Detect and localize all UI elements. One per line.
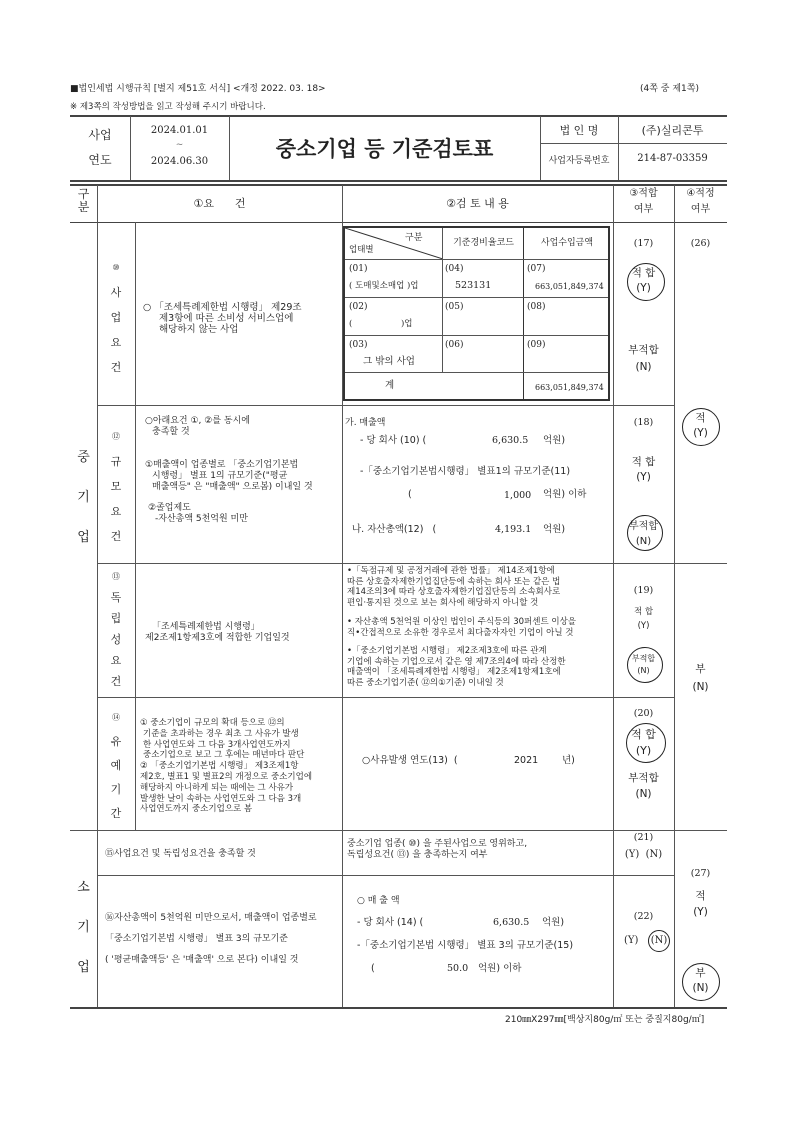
unit-label: 억원) 이하 — [478, 963, 522, 974]
label-char: 모 — [110, 480, 122, 493]
industry-table — [343, 226, 610, 401]
text-line: -자산총액 5천억원 미만 — [155, 514, 248, 524]
code-06: (06) — [445, 340, 464, 350]
proper-code-26: (26) — [690, 238, 711, 249]
label-char: 요 — [110, 505, 122, 518]
text-line: 따른 상호출자제한기업집단등에 속하는 회사 또는 같은 법 — [347, 576, 561, 587]
amount-1: 663,051,849,374 — [535, 282, 604, 291]
divider — [345, 335, 608, 336]
header-proper — [674, 186, 727, 218]
text-line: 제14조의3에 따라 상호출자제한기업집단등의 소속회사로 — [347, 587, 561, 597]
group-small-char: 기 — [77, 920, 90, 935]
group-small-char: 소 — [77, 880, 90, 895]
label-char: 독 — [110, 591, 122, 604]
industry-name-2: ( )업 — [349, 319, 413, 329]
fit-y-option[interactable]: (Y) — [624, 935, 639, 946]
col-divider — [135, 222, 136, 830]
text-line: 「조세특례제한법 시행령」 — [152, 622, 260, 632]
group-sme-char: 중 — [77, 450, 90, 465]
text-line: 「중소기업기본법 시행령」 별표 3의 규모기준 — [105, 934, 288, 944]
text-line: ①매출액이 업종별로 「중소기업기본법 — [145, 460, 299, 470]
fit-no-code: (N) — [635, 361, 652, 373]
row-independence-num: ⑬ — [112, 572, 120, 581]
label-char: 기 — [110, 783, 122, 796]
text-line: ① 중소기업이 규모의 확대 등으로 ⑫의 — [140, 718, 285, 728]
text-line: 직•간접적으로 소유한 경우로서 최다출자자인 기업이 아닐 것 — [347, 627, 574, 638]
assets-value: 4,193.1 — [495, 524, 532, 535]
code-09: (09) — [527, 340, 546, 350]
period-label-2: 연도 — [88, 153, 112, 167]
label-char: 건 — [110, 530, 122, 543]
row-divider — [97, 405, 674, 406]
divider — [345, 259, 608, 260]
col-amount-header: 사업수입금액 — [540, 238, 594, 248]
label-char: 성 — [110, 633, 122, 646]
fit-yes-label: 적 합 — [631, 456, 656, 468]
fit-yes-option[interactable] — [613, 605, 674, 633]
row-scale-num: ⑫ — [112, 432, 120, 441]
text-line: ( '평균매출액등' 은 '매출액' 으로 본다) 이내일 것 — [105, 955, 299, 965]
page-info: (4쪽 중 제1쪽) — [640, 84, 699, 94]
header-fit-1: ③적합 — [629, 188, 658, 199]
fit-yes-code: (Y) — [636, 282, 651, 294]
label-char: 간 — [110, 807, 122, 820]
paren-open: ( — [371, 963, 375, 974]
sales-label: 가. 매출액 — [345, 418, 386, 428]
form-reference: ■법인세법 시행규칙 [별지 제51호 서식] <개정 2022. 03. 18> — [70, 84, 326, 94]
code-02: (02) — [349, 302, 368, 312]
paper-spec: 210㎜X297㎜[백상지80g/㎡ 또는 중질지80g/㎡] — [505, 1015, 705, 1025]
sales-label: ○ 매 출 액 — [357, 896, 400, 906]
company-sales-value: 6,630.5 — [492, 435, 529, 446]
corp-name-label: 법 인 명 — [559, 124, 599, 137]
text-line: 제2호, 별표1 및 별표2의 개정으로 중소기업에 — [140, 771, 313, 782]
proper-no-option[interactable] — [674, 660, 727, 696]
group-sme — [70, 438, 97, 558]
fit-yes-option[interactable] — [613, 727, 674, 759]
text-line: 발생한 날이 속하는 사업연도와 그 다음 3개 — [140, 793, 302, 804]
group-sme-char: 기 — [77, 490, 90, 505]
text-line: 기준을 초과하는 경우 최초 그 사유가 발생 — [143, 728, 299, 739]
corner-bottom-label: 업태별 — [349, 245, 374, 255]
grace-year-value: 2021 — [514, 755, 539, 766]
text-line: 편입·통지된 것으로 보는 회사에 해당하지 아니할 것 — [347, 597, 539, 608]
biz-no: 214-87-03359 — [637, 153, 708, 164]
text-line: 기업에 속하는 기업으로서 같은 영 제7조의4에 따라 산정한 — [347, 656, 566, 667]
assets-label: 나. 자산총액(12) ( — [352, 524, 437, 535]
row-divider — [97, 875, 674, 876]
fit-code-21: (21) — [633, 832, 654, 843]
row-divider — [97, 563, 727, 564]
col-code-header: 기준경비율코드 — [453, 238, 514, 248]
text-line: 중소기업으로 보고 그 후에는 매년마다 판단 — [143, 750, 305, 761]
row-divider — [70, 830, 727, 831]
total-label: 계 — [385, 380, 395, 391]
label-char: 규 — [110, 455, 122, 468]
group-sme-char: 업 — [77, 530, 90, 545]
proper-yes-code: (Y) — [693, 427, 708, 439]
fit-no-label: 부적합 — [631, 654, 656, 663]
text-line: ②졸업제도 — [148, 503, 191, 513]
row-scale-requirement — [145, 416, 313, 525]
proper-no-code: (N) — [692, 982, 709, 994]
fit-code-17: (17) — [633, 238, 654, 249]
divider — [345, 297, 608, 298]
text-line: 시행령」 별표 1의 규모기준("평균 — [152, 471, 288, 481]
label-char: 예 — [110, 759, 122, 772]
row-grace-num: ⑭ — [112, 713, 120, 722]
text-line: 해당하지 아니하게 되는 때에는 그 사유가 — [140, 782, 294, 793]
code-04: (04) — [445, 264, 464, 274]
proper-yes-option[interactable] — [674, 888, 727, 920]
small-asset-requirement — [105, 908, 317, 971]
fit-yes-label: 적 합 — [633, 607, 654, 617]
proper-yes-option[interactable] — [674, 411, 727, 441]
header-category — [70, 188, 97, 214]
fit-code-20: (20) — [633, 708, 654, 719]
proper-no-code: (N) — [692, 681, 709, 693]
text-line: •「중소기업기본법 시행령」 제2조제3호에 따른 관계 — [347, 646, 547, 656]
fit-yes-label: 적 합 — [631, 728, 656, 741]
row-divider — [97, 697, 674, 698]
fit-yn-options[interactable]: (Y) (N) — [624, 849, 663, 860]
label-char: 요 — [110, 654, 122, 667]
col-divider — [674, 185, 675, 1008]
text-line: 한 사업연도와 그 다음 3개사업연도까지 — [143, 739, 291, 750]
proper-no-option[interactable] — [674, 966, 727, 996]
fit-no-code: (N) — [635, 788, 652, 800]
label-char: 립 — [110, 612, 122, 625]
proper-yes-label: 적 — [695, 890, 706, 902]
fit-code-19: (19) — [633, 585, 654, 596]
text-line: 해당하지 않는 사업 — [159, 324, 239, 335]
fit-yes-code: (Y) — [637, 621, 650, 631]
fit-code-18: (18) — [633, 417, 654, 428]
unit-label: 억원) — [543, 524, 566, 535]
text-line: •「독점규제 및 공정거래에 관한 법률」 제14조제1항에 — [347, 566, 555, 576]
header-fit — [613, 186, 674, 218]
proper-code-27: (27) — [690, 868, 711, 879]
fit-yes-code: (Y) — [635, 744, 652, 757]
fit-code-22: (22) — [633, 911, 654, 922]
small-req-requirement: ⑮사업요건 및 독립성요건을 충족할 것 — [105, 849, 256, 859]
label-char: 유 — [110, 735, 122, 748]
text-line: 충족할 것 — [152, 427, 190, 437]
period-start: 2024.01.01 — [150, 125, 209, 136]
label-char: 건 — [110, 675, 122, 688]
row-scale-label — [97, 424, 135, 549]
group-small — [70, 868, 97, 988]
row-independence-requirement — [145, 622, 290, 644]
row-business-label — [97, 255, 135, 380]
text-line: 사업연도까지 중소기업으로 봄 — [140, 804, 253, 815]
company-sales-label: - 당 회사 (14) ( — [357, 917, 424, 928]
fit-yes-option[interactable] — [613, 266, 674, 296]
top-border — [70, 115, 727, 117]
text-line: ○ 「조세특례제한법 시행령」 제29조 — [143, 302, 302, 313]
small-standard-value: 50.0 — [447, 963, 469, 974]
text-line: 매출액등" 은 "매출액" 으로봄) 이내일 것 — [152, 482, 313, 492]
grace-year-label: ○사유발생 연도(13) ( — [362, 755, 458, 766]
unit-label: 억원) — [543, 435, 566, 446]
row-independence-label — [97, 566, 135, 692]
small-standard-label: -「중소기업기본법 시행령」 별표 3의 규모기준(15) — [357, 940, 574, 951]
text-line: 중소기업 업종( ⑩) 을 주된사업으로 영위하고, — [347, 839, 528, 849]
header-fit-2: 여부 — [633, 204, 654, 215]
fit-n-option[interactable]: (N) — [650, 935, 668, 946]
label-char: 사 — [110, 286, 122, 299]
industry-name-3: 그 밖의 사업 — [363, 356, 415, 367]
top-bottom-border — [70, 180, 727, 182]
text-line: ⑯자산총액이 5천억원 미만으로서, 매출액이 업종별로 — [105, 913, 317, 923]
page-title: 중소기업 등 기준검토표 — [275, 137, 494, 161]
proper-yes-code: (Y) — [693, 906, 708, 918]
company-sales-value: 6,630.5 — [493, 917, 530, 928]
group-small-char: 업 — [77, 960, 90, 975]
scale-standard-value: 1,000 — [504, 490, 532, 501]
text-line: 제3항에 따른 소비성 서비스업에 — [159, 313, 294, 324]
unit-label: 억원) 이하 — [543, 489, 587, 500]
fit-no-code: (N) — [635, 536, 652, 547]
industry-name-1: ( 도매및소매업 )업 — [349, 281, 419, 291]
divider — [523, 228, 524, 399]
code-07: (07) — [527, 264, 546, 274]
text-line: ② 「중소기업기본법 시행령」 제3조제1항 — [140, 761, 299, 772]
fit-no-option[interactable] — [613, 770, 674, 802]
label-char: 업 — [110, 311, 122, 324]
header-requirement: ①요 건 — [193, 197, 246, 210]
proper-no-label: 부 — [695, 967, 706, 979]
fit-no-option[interactable] — [613, 342, 674, 376]
fit-no-label: 부적합 — [629, 521, 658, 532]
fit-yes-option[interactable] — [613, 455, 674, 485]
row-grace-requirement — [140, 718, 312, 815]
instruction-note: ※ 제3쪽의 작성방법을 읽고 작성해 주시기 바랍니다. — [70, 102, 266, 112]
text-line: 독립성요건( ⑬) 을 충족하는지 여부 — [347, 849, 488, 860]
proper-yes-label: 적 — [695, 412, 706, 424]
divider — [345, 372, 608, 373]
fit-no-label: 부적합 — [628, 344, 659, 356]
header-category-2: 분 — [77, 200, 90, 214]
fit-no-option[interactable] — [613, 519, 674, 549]
code-01: (01) — [349, 264, 368, 274]
code-05: (05) — [445, 302, 464, 312]
fit-no-option[interactable] — [613, 653, 674, 677]
total-amount: 663,051,849,374 — [535, 383, 604, 392]
std-code-1: 523131 — [455, 280, 492, 291]
header-proper-2: 여부 — [690, 204, 711, 215]
label-char: 건 — [110, 361, 122, 374]
fit-no-label: 부적합 — [628, 772, 659, 784]
row-business-requirement — [143, 302, 302, 335]
code-08: (08) — [527, 302, 546, 312]
code-03: (03) — [349, 340, 368, 350]
text-line: 매출액이 「조세특례제한법 시행령」 제2조제1항제1호에 — [347, 667, 561, 677]
header-review: ②검 토 내 용 — [446, 197, 509, 210]
fit-yes-label: 적 합 — [631, 267, 656, 279]
row-business-num: ⑩ — [112, 263, 120, 272]
scale-standard-label: -「중소기업기본법시행령」 별표1의 규모기준(11) — [360, 466, 571, 477]
text-line: • 자산총액 5천억원 이상인 법인이 주식등의 30퍼센트 이상을 — [347, 617, 577, 627]
company-sales-label: - 당 회사 (10) ( — [360, 435, 427, 446]
period-label-1: 사업 — [88, 128, 112, 142]
period-end: 2024.06.30 — [150, 156, 209, 167]
label-char: 요 — [110, 336, 122, 349]
row-independence-review — [347, 566, 576, 688]
unit-label: 억원) — [542, 917, 565, 928]
header-category-1: 구 — [77, 187, 90, 201]
grace-year-unit: 년) — [562, 755, 575, 766]
proper-no-label: 부 — [695, 663, 706, 675]
row-grace-label — [97, 706, 135, 826]
header-proper-1: ④적정 — [686, 188, 715, 199]
divider — [540, 143, 727, 144]
text-line: ○아래요건 ①, ②를 동시에 — [145, 416, 250, 426]
text-line: 따른 중소기업기준( ⑫의①기준) 이내일 것 — [347, 677, 504, 688]
header-bottom-border — [70, 222, 727, 223]
small-req-review — [347, 839, 527, 860]
biz-no-label: 사업자등록번호 — [548, 156, 610, 166]
corner-top-label: 구분 — [405, 233, 423, 243]
period-separator: ~ — [175, 140, 184, 150]
main-bottom-border — [70, 1007, 727, 1009]
corp-name: (주)실리콘투 — [641, 124, 704, 137]
divider — [442, 228, 443, 372]
paren-open: ( — [408, 489, 412, 500]
text-line: 제2조제1항제3호에 적합한 기업일것 — [145, 633, 290, 643]
fit-yes-code: (Y) — [636, 471, 651, 483]
fit-no-code: (N) — [637, 666, 650, 675]
